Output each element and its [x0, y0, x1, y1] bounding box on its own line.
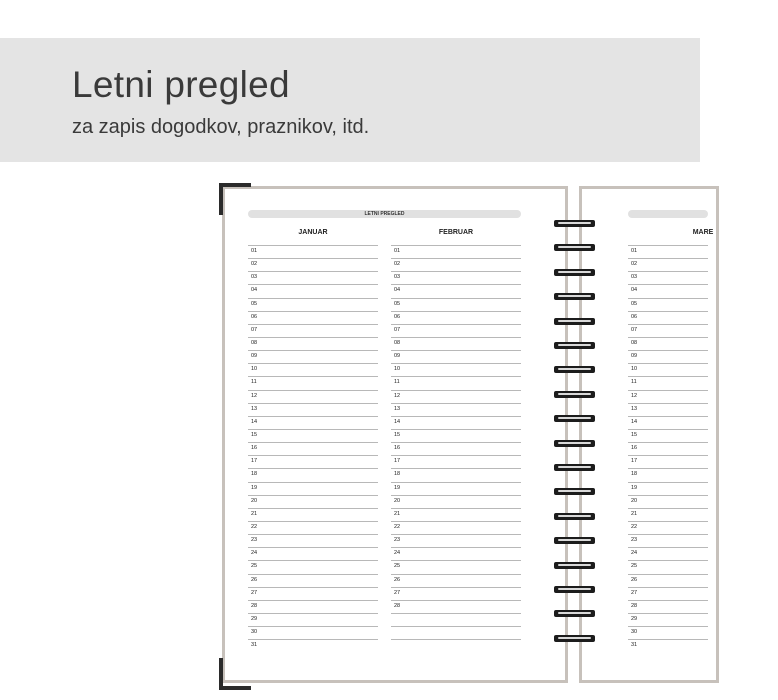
- day-row[interactable]: [628, 284, 708, 297]
- day-row[interactable]: [391, 298, 521, 311]
- day-row[interactable]: [628, 560, 708, 573]
- day-row[interactable]: [628, 258, 708, 271]
- spiral-ring: [554, 464, 595, 471]
- day-row[interactable]: [391, 587, 521, 600]
- day-row[interactable]: [248, 547, 378, 560]
- day-row[interactable]: [248, 534, 378, 547]
- day-row[interactable]: [248, 482, 378, 495]
- day-number: 10: [631, 366, 638, 373]
- day-row[interactable]: [628, 600, 708, 613]
- day-row[interactable]: [391, 390, 521, 403]
- day-row[interactable]: [628, 442, 708, 455]
- day-row[interactable]: [248, 468, 378, 481]
- spiral-ring: [554, 366, 595, 373]
- day-row[interactable]: [248, 376, 378, 389]
- day-number: 20: [251, 497, 258, 504]
- day-row[interactable]: [628, 495, 708, 508]
- day-row[interactable]: [628, 626, 708, 639]
- day-number: 08: [394, 339, 401, 346]
- day-row[interactable]: [391, 547, 521, 560]
- day-row[interactable]: [391, 376, 521, 389]
- day-number: 26: [631, 576, 638, 583]
- day-row[interactable]: [628, 363, 708, 376]
- day-row[interactable]: [248, 639, 378, 652]
- spiral-ring: [554, 269, 595, 276]
- day-row[interactable]: [391, 508, 521, 521]
- day-number: 07: [251, 326, 258, 333]
- day-row[interactable]: [248, 390, 378, 403]
- day-number: 03: [631, 274, 638, 281]
- day-number: 11: [631, 379, 637, 386]
- day-number: 23: [251, 537, 258, 544]
- day-row[interactable]: [391, 416, 521, 429]
- day-number: 14: [251, 418, 258, 425]
- day-number: 16: [394, 445, 401, 452]
- day-row[interactable]: [628, 482, 708, 495]
- day-row[interactable]: [248, 574, 378, 587]
- day-row[interactable]: [391, 521, 521, 534]
- day-row[interactable]: [391, 600, 521, 613]
- planner-header-bar-right: [628, 210, 708, 218]
- day-number: 24: [394, 550, 401, 557]
- day-number: 23: [394, 537, 401, 544]
- day-number: 05: [251, 300, 258, 307]
- day-number: 13: [631, 405, 638, 412]
- day-number: 21: [394, 510, 401, 517]
- day-number: 27: [251, 589, 258, 596]
- page-corner-bottom-left: [219, 658, 251, 690]
- day-row[interactable]: [248, 350, 378, 363]
- day-number: 08: [631, 339, 638, 346]
- day-number: 17: [631, 458, 638, 465]
- day-number: 29: [251, 615, 258, 622]
- spiral-ring: [554, 440, 595, 447]
- month-title-january: JANUAR: [298, 229, 328, 236]
- day-number: 15: [394, 431, 401, 438]
- day-number: 16: [251, 445, 258, 452]
- day-row[interactable]: [628, 429, 708, 442]
- day-row[interactable]: [248, 429, 378, 442]
- spiral-ring: [554, 220, 595, 227]
- day-number: 18: [631, 471, 638, 478]
- day-row[interactable]: [248, 363, 378, 376]
- day-number: 04: [394, 287, 401, 294]
- day-number: 17: [394, 458, 401, 465]
- day-row[interactable]: [628, 639, 708, 652]
- day-column-february: [391, 245, 521, 652]
- day-number: 25: [394, 563, 401, 570]
- day-row[interactable]: [248, 560, 378, 573]
- day-row[interactable]: [391, 258, 521, 271]
- day-number: 06: [394, 313, 401, 320]
- day-row[interactable]: [391, 429, 521, 442]
- day-row[interactable]: [391, 560, 521, 573]
- day-row[interactable]: [628, 350, 708, 363]
- day-row[interactable]: [248, 416, 378, 429]
- day-number: 22: [631, 523, 638, 530]
- day-row[interactable]: [248, 337, 378, 350]
- day-number: 27: [631, 589, 638, 596]
- day-number: 11: [251, 379, 257, 386]
- day-row[interactable]: [248, 613, 378, 626]
- day-row[interactable]: [391, 613, 521, 626]
- day-row[interactable]: [391, 639, 521, 652]
- day-number: 02: [394, 261, 401, 268]
- day-row[interactable]: [391, 534, 521, 547]
- day-column-january: [248, 245, 378, 652]
- planner-header: LETNI PREGLED: [364, 211, 405, 217]
- day-row[interactable]: [391, 324, 521, 337]
- day-number: 22: [394, 523, 401, 530]
- day-number: 21: [631, 510, 638, 517]
- day-row[interactable]: [628, 613, 708, 626]
- day-row[interactable]: [391, 626, 521, 639]
- day-row[interactable]: [248, 298, 378, 311]
- day-number: 20: [631, 497, 638, 504]
- day-number: 04: [631, 287, 638, 294]
- day-row[interactable]: [391, 442, 521, 455]
- day-number: 03: [394, 274, 401, 281]
- day-number: 09: [394, 353, 401, 360]
- day-row[interactable]: [391, 284, 521, 297]
- day-number: 19: [394, 484, 401, 491]
- day-row[interactable]: [248, 455, 378, 468]
- day-number: 09: [251, 353, 258, 360]
- page-title: Letni pregled: [72, 64, 290, 105]
- day-number: 30: [631, 629, 638, 636]
- day-row[interactable]: [628, 416, 708, 429]
- spiral-ring: [554, 562, 595, 569]
- day-row[interactable]: [391, 363, 521, 376]
- spiral-ring: [554, 391, 595, 398]
- spiral-ring: [554, 244, 595, 251]
- day-number: 14: [631, 418, 638, 425]
- day-number: 16: [631, 445, 638, 452]
- day-row[interactable]: [628, 508, 708, 521]
- day-row[interactable]: [391, 455, 521, 468]
- day-row[interactable]: [391, 245, 521, 258]
- day-number: 28: [394, 602, 401, 609]
- day-number: 13: [251, 405, 258, 412]
- spiral-ring: [554, 318, 595, 325]
- day-number: 26: [394, 576, 401, 583]
- day-row[interactable]: [248, 258, 378, 271]
- day-row[interactable]: [391, 350, 521, 363]
- day-row[interactable]: [248, 626, 378, 639]
- day-number: 02: [631, 261, 638, 268]
- day-row[interactable]: [628, 547, 708, 560]
- day-number: 25: [631, 563, 638, 570]
- day-number: 18: [251, 471, 258, 478]
- day-row[interactable]: [628, 376, 708, 389]
- day-number: 11: [394, 379, 400, 386]
- month-title-march: MARE: [692, 229, 714, 236]
- spiral-ring: [554, 537, 595, 544]
- day-number: 24: [251, 550, 258, 557]
- day-number: 07: [394, 326, 401, 333]
- day-number: 08: [251, 339, 258, 346]
- day-row[interactable]: [628, 574, 708, 587]
- day-number: 12: [394, 392, 401, 399]
- day-row[interactable]: [391, 495, 521, 508]
- day-row[interactable]: [248, 271, 378, 284]
- day-row[interactable]: [248, 600, 378, 613]
- day-number: 14: [394, 418, 401, 425]
- day-row[interactable]: [248, 587, 378, 600]
- spiral-ring: [554, 488, 595, 495]
- spiral-ring: [554, 513, 595, 520]
- day-number: 19: [631, 484, 638, 491]
- day-number: 06: [631, 313, 638, 320]
- spiral-ring: [554, 415, 595, 422]
- day-row[interactable]: [628, 271, 708, 284]
- day-row[interactable]: [628, 337, 708, 350]
- day-row[interactable]: [391, 311, 521, 324]
- day-number: 24: [631, 550, 638, 557]
- day-number: 05: [394, 300, 401, 307]
- day-number: 22: [251, 523, 258, 530]
- day-row[interactable]: [391, 468, 521, 481]
- day-number: 31: [251, 642, 258, 649]
- day-row[interactable]: [628, 311, 708, 324]
- day-number: 02: [251, 261, 258, 268]
- day-row[interactable]: [628, 403, 708, 416]
- page-corner-top-left: [219, 183, 251, 215]
- day-number: 01: [251, 248, 258, 254]
- day-number: 25: [251, 563, 258, 570]
- day-number: 31: [631, 642, 638, 649]
- day-number: 18: [394, 471, 401, 478]
- day-row[interactable]: [391, 271, 521, 284]
- spiral-ring: [554, 342, 595, 349]
- day-number: 12: [251, 392, 258, 399]
- day-number: 03: [251, 274, 258, 281]
- day-row[interactable]: [628, 587, 708, 600]
- day-row[interactable]: [628, 455, 708, 468]
- day-row[interactable]: [248, 245, 378, 258]
- day-row[interactable]: [391, 574, 521, 587]
- day-row[interactable]: [248, 508, 378, 521]
- day-row[interactable]: [628, 324, 708, 337]
- day-number: 30: [251, 629, 258, 636]
- day-row[interactable]: [391, 403, 521, 416]
- day-row[interactable]: [248, 284, 378, 297]
- day-number: 15: [251, 431, 258, 438]
- day-number: 29: [631, 615, 638, 622]
- day-number: 05: [631, 300, 638, 307]
- day-number: 10: [251, 366, 258, 373]
- day-number: 26: [251, 576, 258, 583]
- day-row[interactable]: [248, 442, 378, 455]
- day-number: 28: [251, 602, 258, 609]
- page-subtitle: za zapis dogodkov, praznikov, itd.: [72, 116, 370, 138]
- day-number: 12: [631, 392, 638, 399]
- day-number: 09: [631, 353, 638, 360]
- day-number: 23: [631, 537, 638, 544]
- day-row[interactable]: [628, 534, 708, 547]
- day-row[interactable]: [628, 245, 708, 258]
- day-column-march: [628, 245, 708, 652]
- day-number: 04: [251, 287, 258, 294]
- day-number: 01: [394, 248, 401, 254]
- day-number: 06: [251, 313, 258, 320]
- day-row[interactable]: [248, 403, 378, 416]
- day-row[interactable]: [248, 311, 378, 324]
- spiral-ring: [554, 293, 595, 300]
- day-number: 28: [631, 602, 638, 609]
- day-number: 13: [394, 405, 401, 412]
- day-row[interactable]: [248, 521, 378, 534]
- day-row[interactable]: [628, 390, 708, 403]
- spiral-ring: [554, 635, 595, 642]
- spiral-ring: [554, 586, 595, 593]
- day-row[interactable]: [628, 298, 708, 311]
- day-row[interactable]: [391, 482, 521, 495]
- day-number: 17: [251, 458, 258, 465]
- day-row[interactable]: [391, 337, 521, 350]
- day-number: 15: [631, 431, 638, 438]
- day-row[interactable]: [248, 324, 378, 337]
- day-number: 10: [394, 366, 401, 373]
- day-number: 21: [251, 510, 258, 517]
- day-row[interactable]: [628, 521, 708, 534]
- day-number: 07: [631, 326, 638, 333]
- day-row[interactable]: [628, 468, 708, 481]
- spiral-ring: [554, 610, 595, 617]
- day-number: 20: [394, 497, 401, 504]
- day-number: 01: [631, 248, 638, 254]
- day-number: 27: [394, 589, 401, 596]
- day-number: 19: [251, 484, 258, 491]
- day-row[interactable]: [248, 495, 378, 508]
- month-title-february: FEBRUAR: [438, 229, 474, 236]
